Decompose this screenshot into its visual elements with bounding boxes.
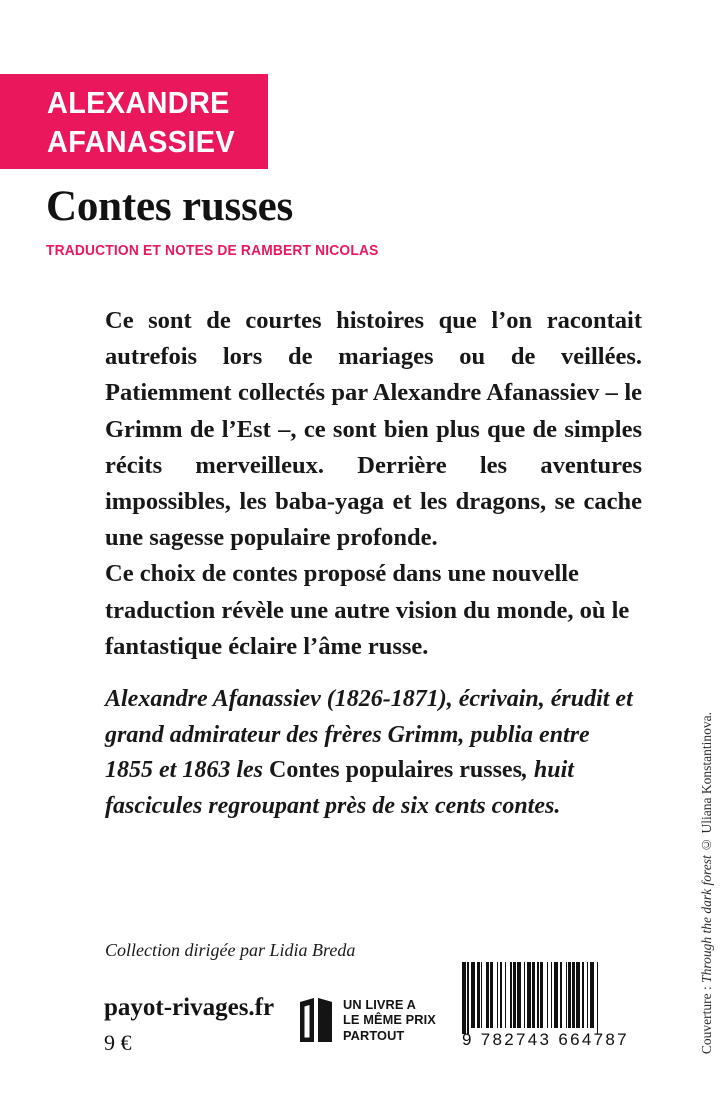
blurb-paragraph-2: Ce choix de contes proposé dans une nouvelle traduction révèle une autre vision du monde, où le fantastique éclaire l’âme russe. xyxy=(105,560,630,660)
author-last-name: AFANASSIEV xyxy=(47,124,235,159)
same-price-line-2: LE MÊME PRIX xyxy=(343,1012,436,1028)
price-label: 9 € xyxy=(104,1030,132,1055)
barcode-space xyxy=(598,962,602,1034)
biography-part-2: , huit fascicules regroupant près de six cents contes. xyxy=(105,757,574,819)
biography-paragraph xyxy=(105,682,642,824)
same-price-everywhere-logo xyxy=(298,995,458,1045)
cover-artwork-title: Through the dark forest xyxy=(699,855,714,983)
isbn-barcode xyxy=(462,962,642,1060)
author-name-band xyxy=(0,74,268,169)
cover-credit-prefix: Couverture : xyxy=(699,982,714,1055)
cover-credit-suffix: © Uliana Konstantinova. xyxy=(699,712,714,856)
barcode-digits: 9 782743 664787 xyxy=(462,1030,629,1049)
author-biography xyxy=(105,682,642,824)
translator-credit: TRADUCTION ET NOTES DE RAMBERT NICOLAS xyxy=(46,243,379,259)
cover-artwork-credit xyxy=(699,712,714,1054)
same-price-line-1: UN LIVRE A xyxy=(343,997,416,1013)
biography-work-title: Contes populaires russes xyxy=(268,757,522,783)
same-price-line-3: PARTOUT xyxy=(343,1027,405,1043)
book-title: Contes russes xyxy=(46,183,294,230)
collection-editor: Collection dirigée par Lidia Breda xyxy=(105,940,356,960)
barcode-bars xyxy=(462,962,642,1034)
author-first-name: ALEXANDRE xyxy=(47,85,230,120)
open-book-icon xyxy=(298,996,335,1044)
same-price-logo-text xyxy=(343,997,436,1043)
blurb-text xyxy=(105,303,642,665)
blurb-paragraph-1: Ce sont de courtes histoires que l’on racontait autrefois lors de mariages ou de veillées. Patiemment collectés par Alexandre Afanassiev – le Grimm de l’Est –, ce sont bien plus que de simples récits merveilleux. Derrière les aventures impossibles, les baba-yaga et les dragons, se cache une sagesse populaire profonde. xyxy=(105,307,642,552)
publisher-website[interactable]: payot-rivages.fr xyxy=(104,994,275,1021)
biography-part-1: Alexandre Afanassiev (1826-1871), écrivain, érudit et grand admirateur des frères Grimm, publia entre 1855 et 1863 les xyxy=(105,686,633,783)
